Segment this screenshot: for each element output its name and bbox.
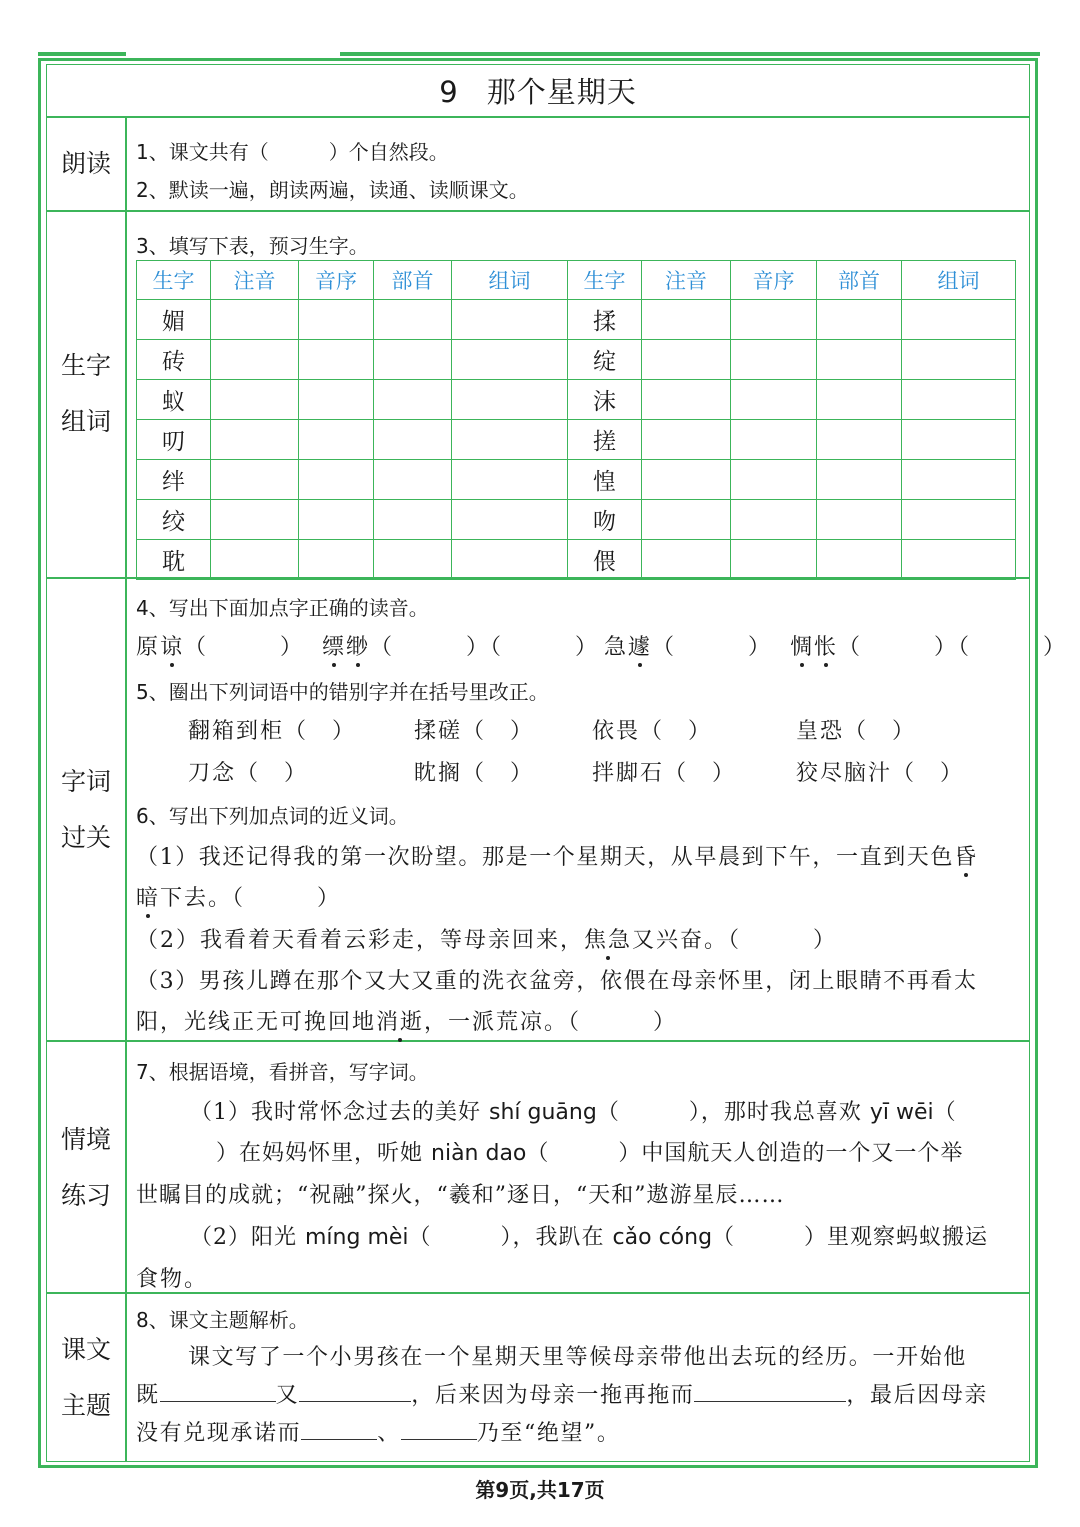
char-cell: 惶 — [568, 460, 642, 500]
answer-blank[interactable]: （ — [933, 1100, 957, 1125]
pinyin-input-cell[interactable] — [642, 540, 731, 580]
sentence-text: 乃至“绝望”。 — [476, 1421, 621, 1446]
zuci-input-cell[interactable] — [452, 300, 568, 340]
pinyin-input-cell[interactable] — [642, 460, 731, 500]
context-line-5: 食物。 — [136, 1267, 209, 1292]
yinxu-input-cell[interactable] — [299, 540, 374, 580]
divider — [46, 210, 1030, 212]
char-cell: 沫 — [568, 380, 642, 420]
synonym-item-1-line-1 — [136, 840, 978, 871]
section-label-zhuti: 主题 — [60, 1391, 111, 1420]
dotted-word: 焦急 — [584, 923, 632, 954]
character-table — [136, 260, 1016, 580]
dotted-char: 怅 — [814, 630, 838, 661]
table-header-row — [137, 261, 1016, 300]
answer-blank[interactable] — [694, 1379, 846, 1402]
zuci-input-cell[interactable] — [452, 420, 568, 460]
header-cell: 注音 — [211, 261, 299, 300]
section-label-qingjing: 情境 — [60, 1125, 111, 1154]
bushou-input-cell[interactable] — [374, 460, 452, 500]
answer-blank[interactable]: （ ）中国航天人创造的一个又一个举 — [526, 1141, 964, 1166]
sentence-text: （2）我看着天看着云彩走，等母亲回来， — [136, 928, 584, 953]
synonym-item-2 — [136, 923, 837, 954]
yinxu-input-cell[interactable] — [731, 500, 817, 540]
page-number: 第9页,共17页 — [475, 1478, 605, 1502]
sentence-text: （1）我还记得我的第一次盼望。那是一个星期天，从早晨到下午，一直到天色 — [136, 845, 954, 870]
zuci-input-cell[interactable] — [452, 500, 568, 540]
dotted-char: 昏 — [954, 840, 978, 871]
char-cell: 绽 — [568, 340, 642, 380]
sentence-text: 阳，光线正无可挽回地 — [136, 1010, 377, 1035]
section-label-zici: 字词 — [60, 767, 111, 796]
bushou-input-cell[interactable] — [817, 380, 902, 420]
bushou-input-cell[interactable] — [817, 420, 902, 460]
char-cell: 砖 — [137, 340, 211, 380]
char-cell: 蚁 — [137, 380, 211, 420]
typo-item[interactable]: 刀念（ ） — [188, 761, 309, 786]
yinxu-input-cell[interactable] — [731, 420, 817, 460]
answer-blank[interactable]: （ ） — [652, 635, 773, 660]
divider — [46, 1040, 1030, 1042]
yinxu-input-cell[interactable] — [299, 300, 374, 340]
bushou-input-cell[interactable] — [374, 500, 452, 540]
pinyin-input-cell[interactable] — [211, 500, 299, 540]
section-label-guoguan: 过关 — [60, 823, 111, 852]
table-row — [137, 540, 1016, 580]
typo-item[interactable]: 狡尽脑汁（ ） — [796, 761, 965, 786]
bushou-input-cell[interactable] — [374, 300, 452, 340]
question-4: 4、写出下面加点字正确的读音。 — [136, 596, 429, 620]
page-title — [46, 68, 1030, 116]
zuci-input-cell[interactable] — [902, 380, 1016, 420]
theme-line-3 — [136, 1416, 621, 1447]
section-label-zuci: 组词 — [60, 407, 111, 436]
answer-blank[interactable] — [299, 1379, 411, 1402]
yinxu-input-cell[interactable] — [299, 420, 374, 460]
theme-line-1: 课文写了一个小男孩在一个星期天里等候母亲带他出去玩的经历。一开始他 — [188, 1345, 967, 1370]
divider — [46, 116, 1030, 118]
zuci-input-cell[interactable] — [452, 460, 568, 500]
sentence-text: ，最后因母亲 — [846, 1383, 989, 1408]
theme-line-2 — [136, 1378, 988, 1409]
sentence-text: 、 — [377, 1421, 401, 1446]
header-cell: 部首 — [374, 261, 452, 300]
section-label-langdu: 朗读 — [60, 149, 111, 178]
yinxu-input-cell[interactable] — [731, 300, 817, 340]
context-line-3: 世瞩目的成就；“祝融”探火，“羲和”逐日，“天和”遨游星辰…… — [136, 1183, 785, 1208]
table-row — [137, 460, 1016, 500]
pinyin-input-cell[interactable] — [211, 460, 299, 500]
bushou-input-cell[interactable] — [817, 500, 902, 540]
zuci-input-cell[interactable] — [452, 340, 568, 380]
section-label-kewen: 课文 — [60, 1335, 111, 1364]
pinyin: míng mèi — [305, 1225, 409, 1250]
dotted-char: 遽 — [628, 630, 652, 661]
char-cell: 吻 — [568, 500, 642, 540]
char: 原 — [136, 635, 161, 660]
yinxu-input-cell[interactable] — [299, 340, 374, 380]
pinyin: cǎo cóng — [612, 1225, 713, 1250]
table-row — [137, 500, 1016, 540]
char-cell: 偎 — [568, 540, 642, 580]
pinyin-input-cell[interactable] — [642, 420, 731, 460]
answer-blank[interactable] — [160, 1379, 276, 1402]
answer-blank[interactable]: 下去。（ ） — [160, 886, 342, 911]
header-cell: 生字 — [568, 261, 642, 300]
zuci-input-cell[interactable] — [902, 340, 1016, 380]
zuci-input-cell[interactable] — [902, 420, 1016, 460]
header-cell: 音序 — [731, 261, 817, 300]
frame-top-left-bar — [38, 52, 126, 56]
synonym-item-3-line-1: （3）男孩儿蹲在那个又大又重的洗衣盆旁，依偎在母亲怀里，闭上眼睛不再看太 — [136, 969, 978, 994]
question-6: 6、写出下列加点词的近义词。 — [136, 804, 409, 828]
typo-item[interactable]: 依畏（ ） — [592, 719, 713, 744]
synonym-item-3-line-2 — [136, 1005, 677, 1036]
yinxu-input-cell[interactable] — [731, 540, 817, 580]
question-8: 8、课文主题解析。 — [136, 1308, 309, 1332]
sentence-text: 既 — [136, 1383, 160, 1408]
header-cell: 生字 — [137, 261, 211, 300]
question-2: 2、默读一遍，朗读两遍，读通、读顺课文。 — [136, 178, 529, 202]
typo-item[interactable]: 翻箱到柜（ ） — [188, 719, 357, 744]
typo-item[interactable]: 皇恐（ ） — [796, 719, 917, 744]
pinyin-input-cell[interactable] — [642, 500, 731, 540]
char-cell: 耽 — [137, 540, 211, 580]
answer-blank[interactable]: （ ）（ ） — [370, 635, 600, 660]
sentence-text: （2）阳光 — [190, 1225, 297, 1250]
context-line-4 — [190, 1220, 988, 1251]
typo-item[interactable]: 揉磋（ ） — [414, 719, 535, 744]
pinyin-input-cell[interactable] — [642, 300, 731, 340]
answer-blank[interactable]: ，一派荒凉。（ ） — [424, 1010, 678, 1035]
pinyin-input-cell[interactable] — [211, 380, 299, 420]
table-row — [137, 420, 1016, 460]
reading-item-yuanliang — [136, 630, 304, 661]
section-label-lianxi: 练习 — [60, 1181, 111, 1210]
char-cell: 媚 — [137, 300, 211, 340]
pinyin-input-cell[interactable] — [642, 340, 731, 380]
answer-blank[interactable]: （ ）（ ） — [838, 635, 1068, 660]
header-cell: 组词 — [902, 261, 1016, 300]
pinyin: yī wēi — [869, 1100, 934, 1125]
pinyin-input-cell[interactable] — [211, 300, 299, 340]
bushou-input-cell[interactable] — [817, 540, 902, 580]
dotted-char: 谅 — [160, 630, 184, 661]
bushou-input-cell[interactable] — [374, 420, 452, 460]
char-cell: 叨 — [137, 420, 211, 460]
context-line-2 — [216, 1136, 963, 1167]
reading-item-chouchang — [790, 630, 1067, 661]
answer-blank[interactable]: （ ），那时我总喜欢 — [596, 1100, 862, 1125]
char-cell: 揉 — [568, 300, 642, 340]
table-row — [137, 380, 1016, 420]
sentence-text: （1）我时常怀念过去的美好 — [190, 1100, 481, 1125]
header-cell: 注音 — [642, 261, 731, 300]
synonym-item-1-line-2 — [136, 881, 341, 912]
question-3: 3、填写下表，预习生字。 — [136, 234, 369, 258]
pinyin: niàn dao — [431, 1141, 527, 1166]
yinxu-input-cell[interactable] — [731, 460, 817, 500]
header-cell: 组词 — [452, 261, 568, 300]
char-cell: 搓 — [568, 420, 642, 460]
answer-blank[interactable]: （ ）里观察蚂蚁搬运 — [712, 1225, 989, 1250]
table-row — [137, 300, 1016, 340]
reading-item-piaomiao — [322, 630, 599, 661]
pinyin-input-cell[interactable] — [642, 380, 731, 420]
pinyin-input-cell[interactable] — [211, 420, 299, 460]
zuci-input-cell[interactable] — [452, 540, 568, 580]
bushou-input-cell[interactable] — [817, 340, 902, 380]
typo-item[interactable]: 眈搁（ ） — [414, 761, 535, 786]
header-cell: 音序 — [299, 261, 374, 300]
sentence-text: ，后来因为母亲一拖再拖而 — [411, 1383, 695, 1408]
answer-blank[interactable] — [301, 1417, 377, 1440]
question-7: 7、根据语境，看拼音，写字词。 — [136, 1060, 429, 1084]
answer-blank[interactable]: （ ） — [184, 635, 305, 660]
frame-top-right-bar — [340, 52, 1040, 56]
yinxu-input-cell[interactable] — [299, 380, 374, 420]
dotted-word: 消逝 — [376, 1005, 424, 1036]
dotted-char: 惆 — [790, 630, 814, 661]
bushou-input-cell[interactable] — [817, 460, 902, 500]
answer-blank[interactable]: 又兴奋。（ ） — [632, 928, 838, 953]
sentence-text: ）在妈妈怀里，听她 — [216, 1141, 424, 1166]
bushou-input-cell[interactable] — [817, 300, 902, 340]
char-cell: 绞 — [137, 500, 211, 540]
yinxu-input-cell[interactable] — [299, 460, 374, 500]
yinxu-input-cell[interactable] — [299, 500, 374, 540]
zuci-input-cell[interactable] — [452, 380, 568, 420]
pinyin: shí guāng — [489, 1100, 597, 1125]
sentence-text: 又 — [275, 1383, 300, 1408]
typo-item[interactable]: 拌脚石（ ） — [592, 761, 737, 786]
sentence-text: 没有兑现承诺而 — [136, 1421, 302, 1446]
dotted-char: 缥 — [322, 630, 346, 661]
section-label-shengzi: 生字 — [60, 351, 111, 380]
dotted-char: 暗 — [136, 881, 160, 912]
pinyin-input-cell[interactable] — [211, 340, 299, 380]
char: 急 — [604, 635, 629, 660]
bushou-input-cell[interactable] — [374, 380, 452, 420]
lesson-title: 那个星期天 — [486, 75, 637, 109]
reading-item-jiju — [604, 630, 772, 661]
question-5: 5、圈出下列词语中的错别字并在括号里改正。 — [136, 680, 549, 704]
header-cell: 部首 — [817, 261, 902, 300]
answer-blank[interactable]: （ ），我趴在 — [408, 1225, 605, 1250]
zuci-input-cell[interactable] — [902, 540, 1016, 580]
dotted-char: 缈 — [346, 630, 370, 661]
char-cell: 绊 — [137, 460, 211, 500]
bushou-input-cell[interactable] — [374, 340, 452, 380]
zuci-input-cell[interactable] — [902, 460, 1016, 500]
zuci-input-cell[interactable] — [902, 300, 1016, 340]
zuci-input-cell[interactable] — [902, 500, 1016, 540]
context-line-1 — [190, 1095, 957, 1126]
lesson-number: 9 — [439, 75, 459, 109]
answer-blank[interactable] — [401, 1417, 477, 1440]
yinxu-input-cell[interactable] — [731, 340, 817, 380]
yinxu-input-cell[interactable] — [731, 380, 817, 420]
bushou-input-cell[interactable] — [374, 540, 452, 580]
question-1: 1、课文共有（ ）个自然段。 — [136, 140, 449, 164]
pinyin-input-cell[interactable] — [211, 540, 299, 580]
table-row — [137, 340, 1016, 380]
